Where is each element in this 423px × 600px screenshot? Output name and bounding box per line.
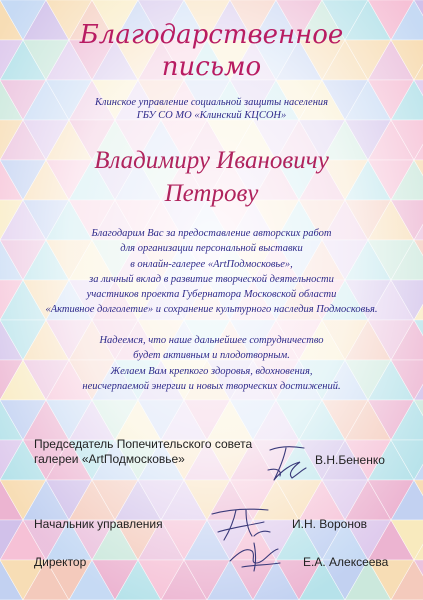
body-line: «Активное долголетие» и сохранение культурного наследия Подмосковья. — [45, 304, 378, 316]
signatory-title-line: галереи «АrtПодмосковье» — [34, 452, 185, 466]
signatory-title-line: Директор — [34, 555, 87, 569]
body-line: Надеемся, что наше дальнейшее сотрудничество — [99, 335, 324, 346]
signature-image — [226, 537, 286, 573]
letter-title-line1: Благодарственное — [79, 20, 344, 50]
body-line: неисчерпаемой энергии и новых творческих достижений. — [82, 380, 341, 392]
body-line: будет активным и плодотворным. — [133, 350, 290, 362]
signature-image — [262, 440, 312, 488]
body-line: в онлайн-галерее «АrtПодмосковье», — [130, 258, 293, 270]
organization-line2: ГБУ СО МО «Клинский КЦСОН» — [136, 110, 287, 121]
letter-title-line2: письмо — [161, 52, 262, 82]
body-line: для организации персональной выставки — [120, 243, 303, 255]
body-line: за личный вклад в развитие творческой деятельности — [89, 273, 334, 285]
signatory-title — [34, 555, 86, 570]
wishes-paragraph — [0, 333, 423, 394]
body-line: Желаем Вам крепкого здоровья, вдохновения, — [110, 365, 313, 377]
signatory-title-line: Председатель Попечительского совета — [34, 437, 253, 451]
signatory-name: Е.А. Алексеева — [303, 555, 389, 569]
organization-line1: Клинское управление социальной защиты населения — [94, 97, 329, 108]
body-line: Благодарим Вас за предоставление авторских работ — [91, 228, 332, 239]
signatory-name: В.Н.Бененко — [315, 453, 385, 467]
gratitude-paragraph — [0, 226, 423, 318]
signatory-name: И.Н. Воронов — [292, 517, 367, 531]
signatory-title — [34, 517, 163, 532]
signatory-title-line: Начальник управления — [34, 517, 163, 531]
signatory-title — [34, 437, 252, 467]
recipient-name-line1: Владимиру Ивановичу — [94, 147, 329, 174]
body-line: участников проекта Губернатора Московской области — [86, 289, 337, 301]
recipient-name-line2: Петрову — [164, 180, 259, 207]
